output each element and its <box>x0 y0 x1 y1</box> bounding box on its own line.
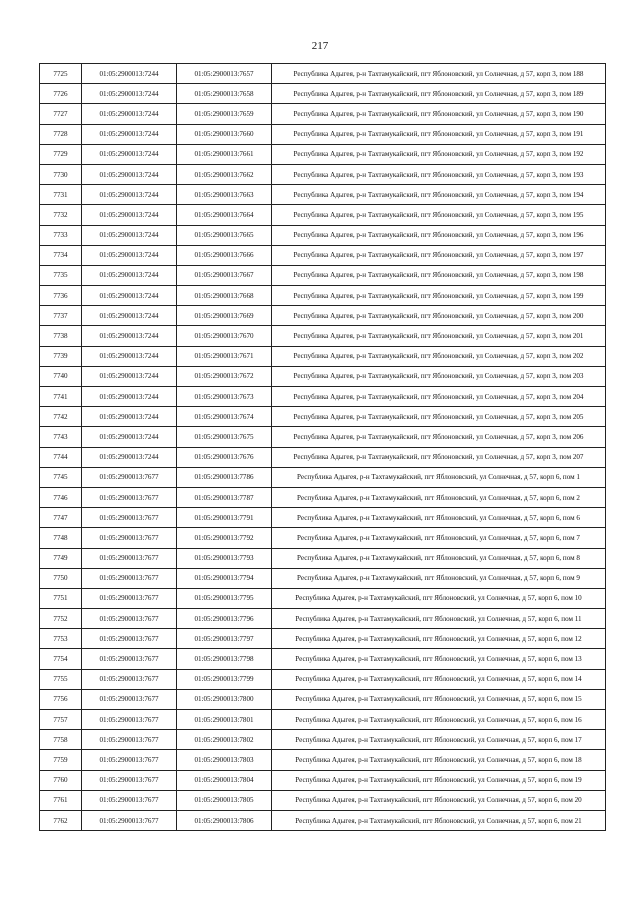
table-row <box>40 124 606 144</box>
row-number-cell: 7750 <box>40 568 82 588</box>
parent-cadastral-number-cell: 01:05:2900013:7677 <box>82 669 177 689</box>
table-row <box>40 790 606 810</box>
cadastral-number-cell: 01:05:2900013:7797 <box>177 629 272 649</box>
row-number-cell: 7738 <box>40 326 82 346</box>
cadastral-number-cell: 01:05:2900013:7801 <box>177 710 272 730</box>
address-cell: Республика Адыгея, р-н Тахтамукайский, пгт Яблоновский, ул Солнечная, д 57, корп 3, пом 193 <box>272 164 606 184</box>
parent-cadastral-number-cell: 01:05:2900013:7677 <box>82 770 177 790</box>
cadastral-number-cell: 01:05:2900013:7661 <box>177 144 272 164</box>
parent-cadastral-number-cell: 01:05:2900013:7244 <box>82 84 177 104</box>
row-number-cell: 7744 <box>40 447 82 467</box>
cadastral-number-cell: 01:05:2900013:7806 <box>177 810 272 830</box>
row-number-cell: 7759 <box>40 750 82 770</box>
parent-cadastral-number-cell: 01:05:2900013:7244 <box>82 265 177 285</box>
row-number-cell: 7727 <box>40 104 82 124</box>
row-number-cell: 7731 <box>40 185 82 205</box>
table-row <box>40 387 606 407</box>
cadastral-number-cell: 01:05:2900013:7796 <box>177 609 272 629</box>
row-number-cell: 7757 <box>40 710 82 730</box>
address-cell: Республика Адыгея, р-н Тахтамукайский, пгт Яблоновский, ул Солнечная, д 57, корп 3, пом 200 <box>272 306 606 326</box>
table-row <box>40 104 606 124</box>
address-cell: Республика Адыгея, р-н Тахтамукайский, пгт Яблоновский, ул Солнечная, д 57, корп 6, пом 6 <box>272 508 606 528</box>
row-number-cell: 7748 <box>40 528 82 548</box>
parent-cadastral-number-cell: 01:05:2900013:7244 <box>82 407 177 427</box>
row-number-cell: 7739 <box>40 346 82 366</box>
cadastral-number-cell: 01:05:2900013:7802 <box>177 730 272 750</box>
parent-cadastral-number-cell: 01:05:2900013:7677 <box>82 710 177 730</box>
table-row <box>40 205 606 225</box>
row-number-cell: 7752 <box>40 609 82 629</box>
table-row <box>40 649 606 669</box>
address-cell: Республика Адыгея, р-н Тахтамукайский, пгт Яблоновский, ул Солнечная, д 57, корп 6, пом 2 <box>272 487 606 507</box>
cadastral-number-cell: 01:05:2900013:7658 <box>177 84 272 104</box>
table-row <box>40 609 606 629</box>
parent-cadastral-number-cell: 01:05:2900013:7244 <box>82 104 177 124</box>
address-cell: Республика Адыгея, р-н Тахтамукайский, пгт Яблоновский, ул Солнечная, д 57, корп 3, пом 207 <box>272 447 606 467</box>
address-cell: Республика Адыгея, р-н Тахтамукайский, пгт Яблоновский, ул Солнечная, д 57, корп 3, пом 204 <box>272 387 606 407</box>
parent-cadastral-number-cell: 01:05:2900013:7244 <box>82 427 177 447</box>
address-cell: Республика Адыгея, р-н Тахтамукайский, пгт Яблоновский, ул Солнечная, д 57, корп 3, пом 195 <box>272 205 606 225</box>
parent-cadastral-number-cell: 01:05:2900013:7244 <box>82 64 177 84</box>
table-row <box>40 629 606 649</box>
table-row <box>40 286 606 306</box>
table-row <box>40 306 606 326</box>
row-number-cell: 7726 <box>40 84 82 104</box>
address-cell: Республика Адыгея, р-н Тахтамукайский, пгт Яблоновский, ул Солнечная, д 57, корп 6, пом 17 <box>272 730 606 750</box>
table-row <box>40 265 606 285</box>
parent-cadastral-number-cell: 01:05:2900013:7244 <box>82 306 177 326</box>
parent-cadastral-number-cell: 01:05:2900013:7677 <box>82 629 177 649</box>
table-row <box>40 84 606 104</box>
address-cell: Республика Адыгея, р-н Тахтамукайский, пгт Яблоновский, ул Солнечная, д 57, корп 3, пом 189 <box>272 84 606 104</box>
parent-cadastral-number-cell: 01:05:2900013:7244 <box>82 346 177 366</box>
row-number-cell: 7753 <box>40 629 82 649</box>
cadastral-number-cell: 01:05:2900013:7674 <box>177 407 272 427</box>
cadastral-number-cell: 01:05:2900013:7793 <box>177 548 272 568</box>
cadastral-number-cell: 01:05:2900013:7800 <box>177 689 272 709</box>
cadastral-number-cell: 01:05:2900013:7668 <box>177 286 272 306</box>
row-number-cell: 7737 <box>40 306 82 326</box>
table-row <box>40 810 606 830</box>
table-row <box>40 487 606 507</box>
cadastral-number-cell: 01:05:2900013:7791 <box>177 508 272 528</box>
parent-cadastral-number-cell: 01:05:2900013:7244 <box>82 366 177 386</box>
cadastral-number-cell: 01:05:2900013:7798 <box>177 649 272 669</box>
table-row <box>40 346 606 366</box>
row-number-cell: 7749 <box>40 548 82 568</box>
address-cell: Республика Адыгея, р-н Тахтамукайский, пгт Яблоновский, ул Солнечная, д 57, корп 3, пом 194 <box>272 185 606 205</box>
cadastral-number-cell: 01:05:2900013:7670 <box>177 326 272 346</box>
row-number-cell: 7734 <box>40 245 82 265</box>
row-number-cell: 7741 <box>40 387 82 407</box>
parent-cadastral-number-cell: 01:05:2900013:7244 <box>82 245 177 265</box>
parent-cadastral-number-cell: 01:05:2900013:7677 <box>82 750 177 770</box>
address-cell: Республика Адыгея, р-н Тахтамукайский, пгт Яблоновский, ул Солнечная, д 57, корп 3, пом 202 <box>272 346 606 366</box>
parent-cadastral-number-cell: 01:05:2900013:7244 <box>82 225 177 245</box>
table-row <box>40 185 606 205</box>
cadastral-number-cell: 01:05:2900013:7673 <box>177 387 272 407</box>
address-cell: Республика Адыгея, р-н Тахтамукайский, пгт Яблоновский, ул Солнечная, д 57, корп 3, пом 206 <box>272 427 606 447</box>
cadastral-number-cell: 01:05:2900013:7664 <box>177 205 272 225</box>
address-cell: Республика Адыгея, р-н Тахтамукайский, пгт Яблоновский, ул Солнечная, д 57, корп 3, пом 198 <box>272 265 606 285</box>
table-row <box>40 326 606 346</box>
table-row <box>40 225 606 245</box>
parent-cadastral-number-cell: 01:05:2900013:7677 <box>82 649 177 669</box>
table-row <box>40 427 606 447</box>
table-row <box>40 366 606 386</box>
page-number: 217 <box>311 40 329 52</box>
parent-cadastral-number-cell: 01:05:2900013:7677 <box>82 548 177 568</box>
cadastral-number-cell: 01:05:2900013:7799 <box>177 669 272 689</box>
cadastral-number-cell: 01:05:2900013:7787 <box>177 487 272 507</box>
address-cell: Республика Адыгея, р-н Тахтамукайский, пгт Яблоновский, ул Солнечная, д 57, корп 6, пом 8 <box>272 548 606 568</box>
row-number-cell: 7756 <box>40 689 82 709</box>
row-number-cell: 7746 <box>40 487 82 507</box>
address-cell: Республика Адыгея, р-н Тахтамукайский, пгт Яблоновский, ул Солнечная, д 57, корп 3, пом 192 <box>272 144 606 164</box>
address-cell: Республика Адыгея, р-н Тахтамукайский, пгт Яблоновский, ул Солнечная, д 57, корп 6, пом 13 <box>272 649 606 669</box>
table-row <box>40 407 606 427</box>
table-row <box>40 669 606 689</box>
parent-cadastral-number-cell: 01:05:2900013:7244 <box>82 447 177 467</box>
cadastral-number-cell: 01:05:2900013:7659 <box>177 104 272 124</box>
parent-cadastral-number-cell: 01:05:2900013:7677 <box>82 730 177 750</box>
address-cell: Республика Адыгея, р-н Тахтамукайский, пгт Яблоновский, ул Солнечная, д 57, корп 3, пом 197 <box>272 245 606 265</box>
table-row <box>40 710 606 730</box>
address-cell: Республика Адыгея, р-н Тахтамукайский, пгт Яблоновский, ул Солнечная, д 57, корп 6, пом 14 <box>272 669 606 689</box>
table-row <box>40 730 606 750</box>
table-row <box>40 508 606 528</box>
table-row <box>40 548 606 568</box>
parent-cadastral-number-cell: 01:05:2900013:7244 <box>82 185 177 205</box>
table-row <box>40 770 606 790</box>
table-row <box>40 245 606 265</box>
table-row <box>40 64 606 84</box>
parent-cadastral-number-cell: 01:05:2900013:7677 <box>82 528 177 548</box>
address-cell: Республика Адыгея, р-н Тахтамукайский, пгт Яблоновский, ул Солнечная, д 57, корп 3, пом 188 <box>272 64 606 84</box>
address-cell: Республика Адыгея, р-н Тахтамукайский, пгт Яблоновский, ул Солнечная, д 57, корп 3, пом 203 <box>272 366 606 386</box>
row-number-cell: 7730 <box>40 164 82 184</box>
address-cell: Республика Адыгея, р-н Тахтамукайский, пгт Яблоновский, ул Солнечная, д 57, корп 6, пом 21 <box>272 810 606 830</box>
address-cell: Республика Адыгея, р-н Тахтамукайский, пгт Яблоновский, ул Солнечная, д 57, корп 6, пом 12 <box>272 629 606 649</box>
parent-cadastral-number-cell: 01:05:2900013:7244 <box>82 144 177 164</box>
registry-table-body <box>40 64 606 831</box>
row-number-cell: 7743 <box>40 427 82 447</box>
address-cell: Республика Адыгея, р-н Тахтамукайский, пгт Яблоновский, ул Солнечная, д 57, корп 6, пом 15 <box>272 689 606 709</box>
row-number-cell: 7755 <box>40 669 82 689</box>
address-cell: Республика Адыгея, р-н Тахтамукайский, пгт Яблоновский, ул Солнечная, д 57, корп 6, пом 18 <box>272 750 606 770</box>
cadastral-number-cell: 01:05:2900013:7662 <box>177 164 272 184</box>
row-number-cell: 7754 <box>40 649 82 669</box>
row-number-cell: 7762 <box>40 810 82 830</box>
parent-cadastral-number-cell: 01:05:2900013:7244 <box>82 286 177 306</box>
table-row <box>40 467 606 487</box>
cadastral-number-cell: 01:05:2900013:7675 <box>177 427 272 447</box>
parent-cadastral-number-cell: 01:05:2900013:7677 <box>82 467 177 487</box>
property-registry-table <box>39 63 606 831</box>
table-row <box>40 568 606 588</box>
cadastral-number-cell: 01:05:2900013:7804 <box>177 770 272 790</box>
row-number-cell: 7728 <box>40 124 82 144</box>
address-cell: Республика Адыгея, р-н Тахтамукайский, пгт Яблоновский, ул Солнечная, д 57, корп 6, пом 19 <box>272 770 606 790</box>
address-cell: Республика Адыгея, р-н Тахтамукайский, пгт Яблоновский, ул Солнечная, д 57, корп 6, пом 7 <box>272 528 606 548</box>
cadastral-number-cell: 01:05:2900013:7795 <box>177 588 272 608</box>
parent-cadastral-number-cell: 01:05:2900013:7677 <box>82 568 177 588</box>
address-cell: Республика Адыгея, р-н Тахтамукайский, пгт Яблоновский, ул Солнечная, д 57, корп 6, пом 16 <box>272 710 606 730</box>
parent-cadastral-number-cell: 01:05:2900013:7677 <box>82 810 177 830</box>
parent-cadastral-number-cell: 01:05:2900013:7244 <box>82 164 177 184</box>
cadastral-number-cell: 01:05:2900013:7669 <box>177 306 272 326</box>
cadastral-number-cell: 01:05:2900013:7660 <box>177 124 272 144</box>
cadastral-number-cell: 01:05:2900013:7666 <box>177 245 272 265</box>
address-cell: Республика Адыгея, р-н Тахтамукайский, пгт Яблоновский, ул Солнечная, д 57, корп 3, пом 201 <box>272 326 606 346</box>
address-cell: Республика Адыгея, р-н Тахтамукайский, пгт Яблоновский, ул Солнечная, д 57, корп 3, пом 191 <box>272 124 606 144</box>
row-number-cell: 7732 <box>40 205 82 225</box>
cadastral-number-cell: 01:05:2900013:7667 <box>177 265 272 285</box>
cadastral-number-cell: 01:05:2900013:7657 <box>177 64 272 84</box>
parent-cadastral-number-cell: 01:05:2900013:7677 <box>82 609 177 629</box>
row-number-cell: 7742 <box>40 407 82 427</box>
row-number-cell: 7747 <box>40 508 82 528</box>
parent-cadastral-number-cell: 01:05:2900013:7244 <box>82 205 177 225</box>
row-number-cell: 7733 <box>40 225 82 245</box>
cadastral-number-cell: 01:05:2900013:7676 <box>177 447 272 467</box>
address-cell: Республика Адыгея, р-н Тахтамукайский, пгт Яблоновский, ул Солнечная, д 57, корп 6, пом 10 <box>272 588 606 608</box>
table-row <box>40 689 606 709</box>
row-number-cell: 7758 <box>40 730 82 750</box>
row-number-cell: 7736 <box>40 286 82 306</box>
parent-cadastral-number-cell: 01:05:2900013:7244 <box>82 124 177 144</box>
table-row <box>40 447 606 467</box>
table-row <box>40 164 606 184</box>
address-cell: Республика Адыгея, р-н Тахтамукайский, пгт Яблоновский, ул Солнечная, д 57, корп 6, пом 20 <box>272 790 606 810</box>
parent-cadastral-number-cell: 01:05:2900013:7677 <box>82 790 177 810</box>
row-number-cell: 7761 <box>40 790 82 810</box>
parent-cadastral-number-cell: 01:05:2900013:7677 <box>82 508 177 528</box>
cadastral-number-cell: 01:05:2900013:7803 <box>177 750 272 770</box>
table-row <box>40 750 606 770</box>
cadastral-number-cell: 01:05:2900013:7665 <box>177 225 272 245</box>
address-cell: Республика Адыгея, р-н Тахтамукайский, пгт Яблоновский, ул Солнечная, д 57, корп 6, пом 1 <box>272 467 606 487</box>
table-row <box>40 528 606 548</box>
row-number-cell: 7760 <box>40 770 82 790</box>
address-cell: Республика Адыгея, р-н Тахтамукайский, пгт Яблоновский, ул Солнечная, д 57, корп 6, пом 9 <box>272 568 606 588</box>
parent-cadastral-number-cell: 01:05:2900013:7677 <box>82 487 177 507</box>
parent-cadastral-number-cell: 01:05:2900013:7244 <box>82 326 177 346</box>
row-number-cell: 7729 <box>40 144 82 164</box>
row-number-cell: 7745 <box>40 467 82 487</box>
cadastral-number-cell: 01:05:2900013:7794 <box>177 568 272 588</box>
address-cell: Республика Адыгея, р-н Тахтамукайский, пгт Яблоновский, ул Солнечная, д 57, корп 3, пом 205 <box>272 407 606 427</box>
row-number-cell: 7725 <box>40 64 82 84</box>
address-cell: Республика Адыгея, р-н Тахтамукайский, пгт Яблоновский, ул Солнечная, д 57, корп 3, пом 190 <box>272 104 606 124</box>
address-cell: Республика Адыгея, р-н Тахтамукайский, пгт Яблоновский, ул Солнечная, д 57, корп 3, пом 196 <box>272 225 606 245</box>
row-number-cell: 7735 <box>40 265 82 285</box>
table-row <box>40 588 606 608</box>
row-number-cell: 7751 <box>40 588 82 608</box>
parent-cadastral-number-cell: 01:05:2900013:7244 <box>82 387 177 407</box>
address-cell: Республика Адыгея, р-н Тахтамукайский, пгт Яблоновский, ул Солнечная, д 57, корп 3, пом 199 <box>272 286 606 306</box>
cadastral-number-cell: 01:05:2900013:7663 <box>177 185 272 205</box>
cadastral-number-cell: 01:05:2900013:7786 <box>177 467 272 487</box>
parent-cadastral-number-cell: 01:05:2900013:7677 <box>82 588 177 608</box>
cadastral-number-cell: 01:05:2900013:7805 <box>177 790 272 810</box>
address-cell: Республика Адыгея, р-н Тахтамукайский, пгт Яблоновский, ул Солнечная, д 57, корп 6, пом 11 <box>272 609 606 629</box>
cadastral-number-cell: 01:05:2900013:7792 <box>177 528 272 548</box>
table-row <box>40 144 606 164</box>
cadastral-number-cell: 01:05:2900013:7672 <box>177 366 272 386</box>
cadastral-number-cell: 01:05:2900013:7671 <box>177 346 272 366</box>
parent-cadastral-number-cell: 01:05:2900013:7677 <box>82 689 177 709</box>
row-number-cell: 7740 <box>40 366 82 386</box>
